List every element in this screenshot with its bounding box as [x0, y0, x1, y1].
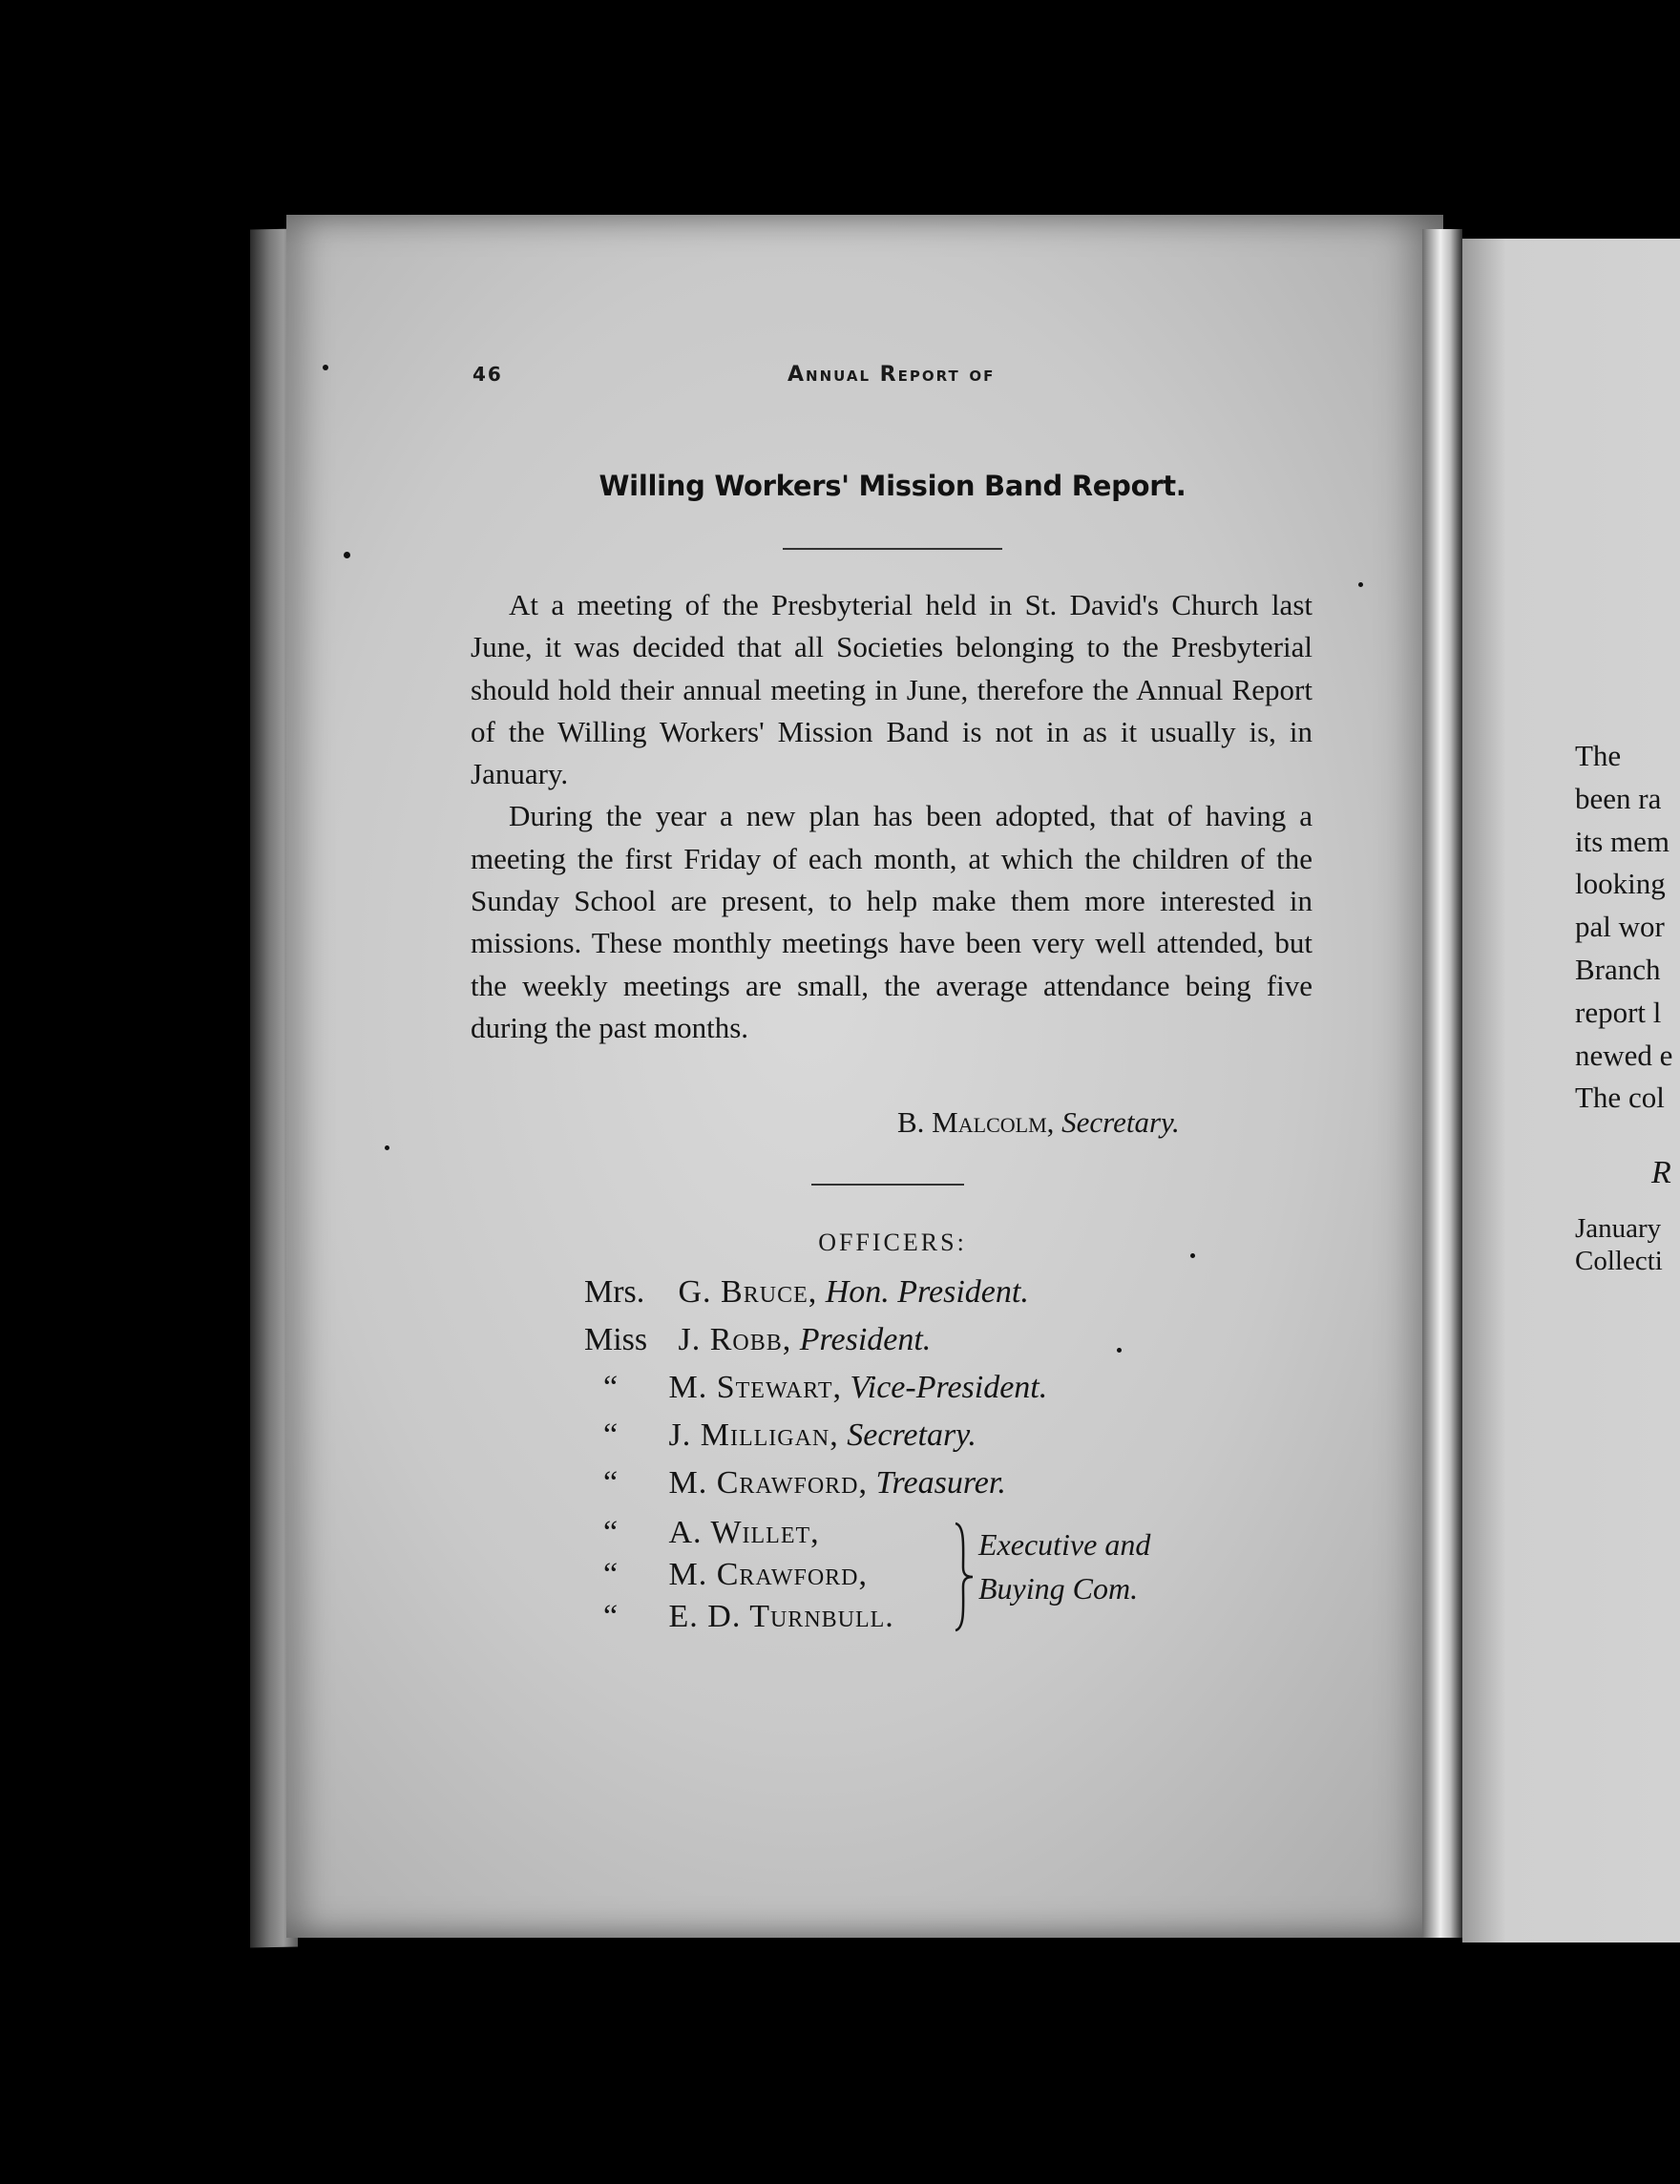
officer-row: [584, 1515, 820, 1551]
speck: [1190, 1253, 1195, 1258]
facing-heading: R: [1651, 1155, 1671, 1190]
speck: [385, 1145, 389, 1150]
signature-title: Secretary.: [1061, 1105, 1180, 1139]
committee-line-1: Executive and: [978, 1527, 1151, 1562]
officer-role: Treasurer.: [875, 1465, 1006, 1501]
curly-brace-icon: [950, 1520, 976, 1634]
ditto-mark: “: [603, 1599, 619, 1634]
page-number: 46: [472, 363, 503, 386]
officers-heading: OFFICERS:: [818, 1228, 967, 1256]
speck: [344, 552, 350, 558]
officer-name: J. Robb,: [678, 1322, 792, 1357]
officers-divider: [811, 1184, 964, 1186]
officer-name: G. Bruce,: [678, 1274, 818, 1310]
officer-name: E. D. Turnbull.: [668, 1599, 894, 1634]
running-title: Annual Report of: [788, 363, 996, 387]
officer-role: President.: [799, 1322, 932, 1357]
officer-role: Vice-President.: [850, 1370, 1048, 1405]
book-gutter: [1422, 229, 1462, 1938]
facing-line: report l: [1575, 995, 1662, 1029]
speck: [323, 365, 328, 370]
officer-honorific: Mrs.: [584, 1274, 645, 1310]
ditto-mark: “: [603, 1465, 619, 1501]
facing-page-text: [1575, 735, 1680, 1120]
officer-role: Hon. President.: [825, 1274, 1029, 1310]
officer-name: M. Stewart,: [668, 1370, 843, 1405]
report-body: [471, 584, 1312, 1049]
officer-row: [584, 1322, 931, 1358]
ditto-mark: “: [603, 1515, 619, 1550]
facing-line: Collecti: [1575, 1246, 1663, 1276]
officer-honorific: Miss: [584, 1322, 648, 1357]
officer-row: [584, 1557, 868, 1593]
speck: [1117, 1348, 1122, 1353]
facing-line: The: [1575, 739, 1622, 772]
officer-row: [584, 1370, 1047, 1406]
committee-label: [978, 1522, 1227, 1610]
officer-name: A. Willet,: [668, 1515, 820, 1550]
officer-role: Secretary.: [847, 1418, 976, 1453]
officer-row: [584, 1465, 1006, 1502]
paragraph-1: At a meeting of the Presbyterial held in St. David's Church last June, it was decided that all Societies belonging to the Presbyterial should hold their annual meeting in June, therefore the Annual Report of the Willing Workers' Mission Band is not in as it usually is, in January.: [471, 588, 1312, 791]
running-head: [472, 363, 1332, 393]
facing-line: pal wor: [1575, 910, 1665, 944]
officer-row: [584, 1418, 976, 1454]
facing-line: looking: [1575, 867, 1666, 901]
paragraph-2: During the year a new plan has been adopted, that of having a meeting the first Friday of each month, at which the children of the Sunday School are present, to help make them more interested in missions. These monthly meetings have been very well attended, but the weekly meetings are small, the average attendance being five during the past months.: [471, 799, 1312, 1044]
officer-name: M. Crawford,: [668, 1557, 868, 1592]
facing-line: January: [1575, 1213, 1662, 1244]
speck: [1358, 582, 1363, 587]
officer-row: [584, 1599, 894, 1635]
signature-name: B. Malcolm,: [897, 1105, 1055, 1139]
ditto-mark: “: [603, 1370, 619, 1405]
title-divider: [783, 548, 1002, 550]
facing-line: Branch: [1575, 952, 1661, 986]
facing-line: been ra: [1575, 781, 1662, 815]
facing-line: newed e: [1575, 1038, 1673, 1072]
facing-line: its mem: [1575, 824, 1670, 858]
committee-line-2: Buying Com.: [978, 1571, 1139, 1606]
ditto-mark: “: [603, 1557, 619, 1592]
officer-name: M. Crawford,: [668, 1465, 868, 1501]
signature: [897, 1105, 1279, 1140]
report-title: Willing Workers' Mission Band Report.: [598, 470, 1186, 502]
officer-row: [584, 1274, 1029, 1311]
facing-line: The col: [1575, 1081, 1665, 1115]
officer-name: J. Milligan,: [668, 1418, 839, 1453]
facing-page-text-bottom: [1575, 1212, 1680, 1277]
ditto-mark: “: [603, 1418, 619, 1453]
